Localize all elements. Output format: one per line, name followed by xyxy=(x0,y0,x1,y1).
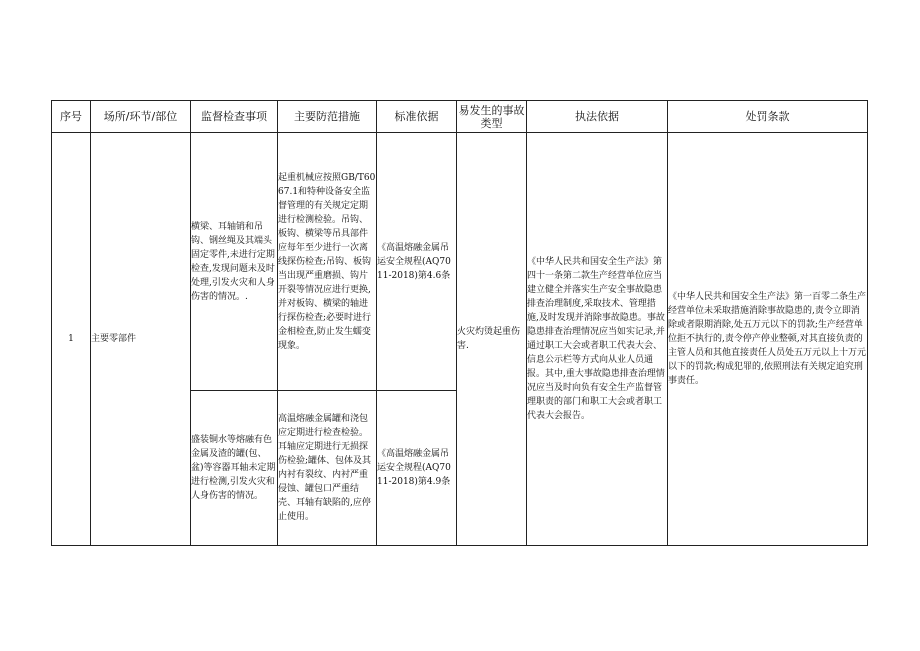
prevention-measures-cell: 高温熔融金属罐和浇包应定期进行检查检验。耳轴应定期进行无损探伤检验;罐体、包体及其内衬有裂纹、内衬严重侵蚀、罐包口严重结壳、耳轴有缺陷的,应停止使用。 xyxy=(278,391,377,546)
table-row xyxy=(52,133,868,391)
standard-basis-cell: 《高温熔融金属吊运安全规程(AQ7011-2018)第4.9条 xyxy=(377,391,457,546)
legal-basis-cell: 《中华人民共和国安全生产法》第四十一条第二款生产经营单位应当建立健全并落实生产安全事故隐患排查治理制度,采取技术、管理措施,及时发现并消除事故隐患。事故隐患排查治理情况应当如实记录,并通过职工大会或者职工代表大会、信息公示栏等方式向从业人员通报。其中,重大事故隐患排查治理情况应当及时向负有安全生产监督管理职责的部门和职工大会或者职工代表大会报告。 xyxy=(527,133,668,546)
inspection-item-cell: 横梁、耳轴销和吊钩、钢丝绳及其端头固定零件,未进行定期检查,发现问题未及时处理,引发火灾和人身伤害的情况。. xyxy=(191,133,278,391)
header-standard-basis: 标准依据 xyxy=(377,101,457,133)
header-inspection-item: 监督检查事项 xyxy=(191,101,278,133)
penalty-clause-cell: 《中华人民共和国安全生产法》第一百零二条生产经营单位未采取措施消除事故隐患的,责令立即消除或者限期消除,处五万元以下的罚款;生产经营单位拒不执行的,责令停产停业整顿,对其直接负责的主管人员和其他直接责任人员处五万元以上十万元以下的罚款;构成犯罪的,依照刑法有关规定追究刑事责任。 xyxy=(668,133,868,546)
accident-type-cell: 火灾灼烫起重伤害. xyxy=(457,133,527,546)
header-row xyxy=(52,101,868,133)
seq-cell: 1 xyxy=(52,133,91,546)
inspection-table xyxy=(51,100,868,546)
inspection-item-cell: 盛装铜水等熔融有色金属及渣的罐(包、盆)等容器耳轴未定期进行检测,引发火灾和人身伤害的情况。 xyxy=(191,391,278,546)
header-seq: 序号 xyxy=(52,101,91,133)
prevention-measures-cell: 起重机械应按照GB/T6067.1和特种设备安全监督管理的有关规定定期进行检测检验。吊钩、板钩、横梁等吊具部件应每年至少进行一次离线探伤检查;吊钩、板钩当出现严重磨损、钩片开裂等情况应进行更换,并对板钩、横梁的轴进行探伤检查;必要时进行金相检查,防止发生蠕变现象。 xyxy=(278,133,377,391)
standard-basis-cell: 《高温熔融金属吊运安全规程(AQ7011-2018)第4.6条 xyxy=(377,133,457,391)
location-cell: 主要零部件 xyxy=(91,133,191,546)
header-accident-type: 易发生的事故类型 xyxy=(457,101,527,133)
header-penalty-clause: 处罚条款 xyxy=(668,101,868,133)
header-legal-basis: 执法依据 xyxy=(527,101,668,133)
header-location: 场所/环节/部位 xyxy=(91,101,191,133)
header-prevention-measures: 主要防范措施 xyxy=(278,101,377,133)
